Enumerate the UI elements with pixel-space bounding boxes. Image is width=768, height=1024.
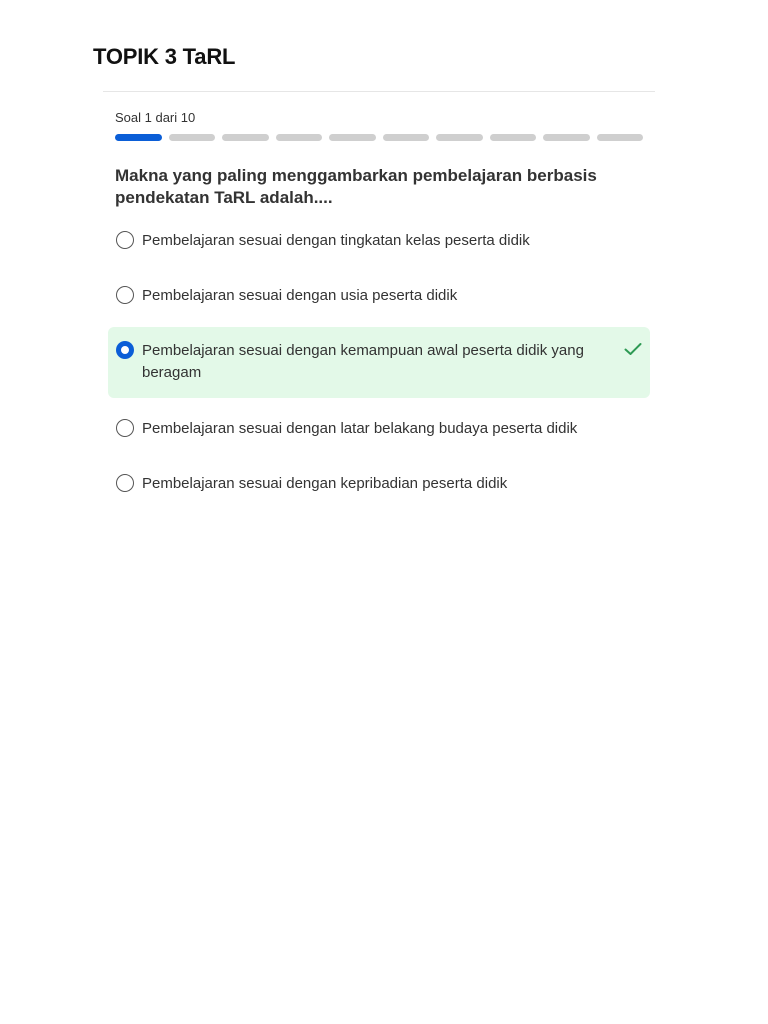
radio-button[interactable] bbox=[116, 286, 134, 304]
check-icon bbox=[624, 342, 642, 356]
answer-option-label: Pembelajaran sesuai dengan kemampuan awal peserta didik yang beragam bbox=[142, 342, 584, 381]
progress-segment bbox=[276, 134, 323, 141]
progress-segment bbox=[329, 134, 376, 141]
progress-segment bbox=[383, 134, 430, 141]
progress-segment bbox=[543, 134, 590, 141]
progress-label: Soal 1 dari 10 bbox=[115, 110, 196, 125]
answer-option-2[interactable] bbox=[108, 281, 650, 311]
progress-segment bbox=[436, 134, 483, 141]
answer-option-4[interactable] bbox=[108, 414, 650, 444]
answer-option-3[interactable] bbox=[108, 327, 650, 398]
radio-button[interactable] bbox=[116, 231, 134, 249]
progress-segment bbox=[169, 134, 216, 141]
answer-option-label: Pembelajaran sesuai dengan tingkatan kelas peserta didik bbox=[142, 232, 530, 249]
progress-bar bbox=[115, 134, 643, 141]
answer-option-label: Pembelajaran sesuai dengan latar belakang budaya peserta didik bbox=[142, 420, 578, 437]
answer-options bbox=[108, 226, 650, 499]
progress-segment bbox=[490, 134, 537, 141]
answer-option-label: Pembelajaran sesuai dengan kepribadian peserta didik bbox=[142, 475, 508, 492]
radio-button[interactable] bbox=[116, 419, 134, 437]
radio-button[interactable] bbox=[116, 474, 134, 492]
radio-button-selected[interactable] bbox=[116, 341, 134, 359]
answer-option-5[interactable] bbox=[108, 469, 650, 499]
question-text: Makna yang paling menggambarkan pembelajaran berbasis pendekatan TaRL adalah.... bbox=[115, 166, 597, 207]
progress-segment bbox=[115, 134, 162, 141]
progress-segment bbox=[597, 134, 644, 141]
page-title: TOPIK 3 TaRL bbox=[93, 44, 236, 69]
answer-option-1[interactable] bbox=[108, 226, 650, 256]
header-divider bbox=[103, 91, 655, 92]
progress-segment bbox=[222, 134, 269, 141]
answer-option-label: Pembelajaran sesuai dengan usia peserta didik bbox=[142, 287, 458, 304]
